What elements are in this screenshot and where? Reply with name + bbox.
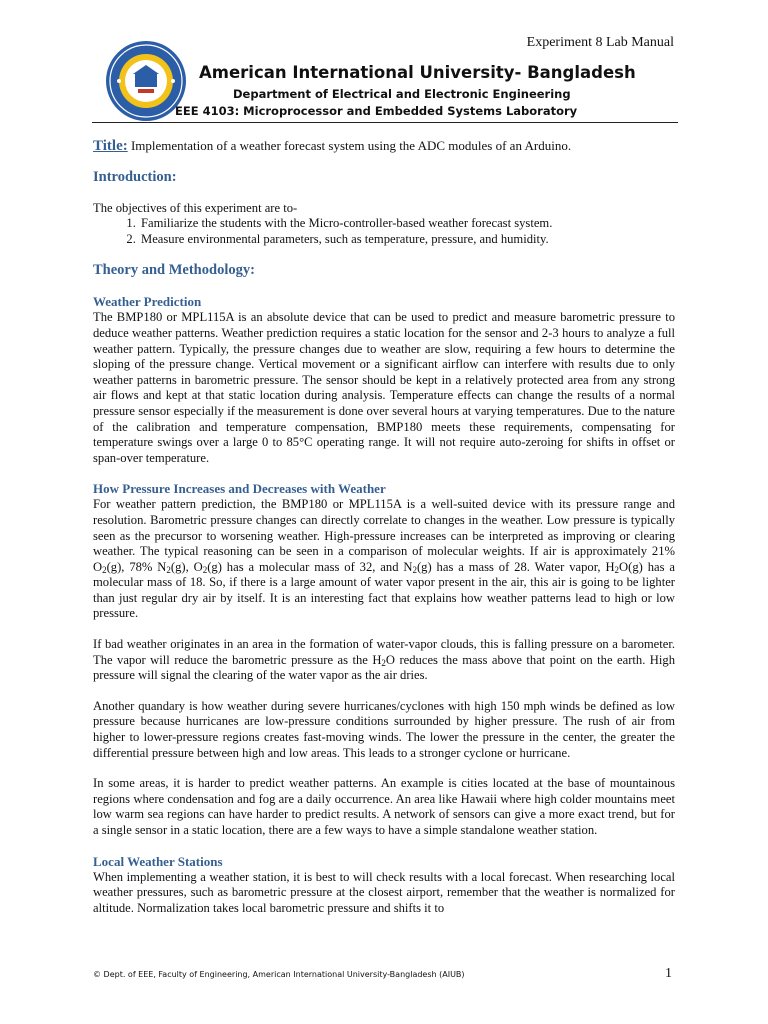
pressure-paragraph-3: Another quandary is how weather during severe hurricanes/cyclones with high 150 mph winds be defined as low pressure because hurricanes are low-pressure conditions surrounded by higher pressure. The rush of air from higher to lower-pressure regions creates fast-moving winds. The lower the pressure in the center, the greater the differential pressure between high and low areas. This leads to a stronger cyclone or hurricane. (93, 698, 675, 760)
subscript: 2 (412, 564, 417, 575)
university-name: American International University- Bangladesh (199, 63, 636, 82)
weather-prediction-paragraph: The BMP180 or MPL115A is an absolute device that can be used to predict and measure barometric pressure to deduce weather patterns. Weather prediction requires a static location for the sensor and 2-3 hours to analyze a full weather pattern. Typically, the pressure changes due to weather are slow, requiring a few hours to determine the sloping of the pressure change. Vertical movement or a significant airflow can interfere with results due to only weather patterns in barometric pressure. The sensor should be kept in a relatively protected area from any strong air flows and kept at that static location during analysis. Temperature effects can change the results of a normal pressure sensor especially if the measurement is done over several hours at varying temperatures. Due to the nature of the calibration and temperature compensation, BMP180 meets these requirements, compensating for temperature swings over a large 0 to 85°C operating range. It will not require auto-zeroing for shifts in offset or span-over temperature. (93, 310, 675, 465)
department-name: Department of Electrical and Electronic Engineering (233, 87, 571, 101)
title-text: Implementation of a weather forecast system using the ADC modules of an Arduino. (127, 138, 572, 153)
text-run: (g) has a mass of 28. Water vapor, H (416, 559, 615, 574)
title-label: Title: (93, 138, 128, 154)
footer-copyright: © Dept. of EEE, Faculty of Engineering, American International University-Bangladesh (AIUB) (93, 970, 465, 979)
introduction-heading: Introduction: (93, 168, 177, 185)
subscript: 2 (166, 564, 171, 575)
pressure-paragraph-2 (93, 637, 675, 684)
theory-heading: Theory and Methodology: (93, 262, 255, 279)
objectives-lead: The objectives of this experiment are to- (93, 200, 298, 215)
pressure-weather-heading: How Pressure Increases and Decreases with Weather (93, 481, 386, 497)
subscript: 2 (102, 564, 107, 575)
weather-prediction-heading: Weather Prediction (93, 294, 202, 310)
local-stations-heading: Local Weather Stations (93, 853, 223, 869)
text-run: O(g) has a molecular mass of 18. So, if there is a large amount of water vapor present in the air, this air is going to be lighter than just regular dry air by itself. It is an interesting fact that explains how weather patterns lead to high or low pressure. (93, 559, 675, 621)
text-run: (g) has a molecular mass of 32, and N (207, 559, 413, 574)
page-number: 1 (665, 966, 672, 981)
text-run: O reduces the mass above that point on the earth. High pressure will signal the clearing of the water vapor as the air dries. (93, 652, 675, 683)
objective-item: 2. Measure environmental parameters, such as temperature, pressure, and humidity. (139, 232, 675, 248)
objective-item: 1. Familiarize the students with the Micro-controller-based weather forecast system. (139, 216, 675, 232)
text-run: If bad weather originates in an area in the formation of water-vapor clouds, this is falling pressure on a barometer. The vapor will reduce the barometric pressure as the H (93, 637, 675, 667)
objectives-list (93, 216, 675, 247)
header-divider (92, 122, 678, 123)
course-title: EEE 4103: Microprocessor and Embedded Systems Laboratory (175, 104, 578, 118)
pressure-paragraph-4: In some areas, it is harder to predict weather patterns. An example is cities located at the base of mountainous regions where condensation and fog are a daily occurrence. An area like Hawaii where high colder mountains meet low warm sea regions can have harder to predict results. A network of sensors can give a more exact trend, but for a single sensor in a static location, there are a few ways to have a simple standalone weather station. (93, 776, 675, 837)
text-run: For weather pattern prediction, the BMP180 or MPL115A is a well-suited device with its pressure range and resolution. Barometric pressure changes can directly correlate to changes in the weather. Low pressure is typically seen as the precursor to worsening weather. High-pressure increases can be interpreted as improving or clearing weather. The typical reasoning can be seen in a comparison of molecular weights. If air is approximately 21% O (93, 497, 675, 574)
subscript: 2 (202, 564, 208, 575)
text-run: (g), O (170, 559, 203, 574)
manual-label: Experiment 8 Lab Manual (526, 35, 674, 50)
experiment-title (93, 138, 675, 155)
subscript: 2 (614, 564, 620, 575)
pressure-paragraph-1 (93, 497, 675, 622)
document-body (93, 138, 675, 916)
text-run: (g), 78% N (106, 559, 167, 574)
subscript: 2 (381, 657, 386, 668)
local-stations-paragraph: When implementing a weather station, it is best to will check results with a local forecast. When researching local weather pressures, such as barometric pressure at the closest airport, remember that the weather is normalized for altitude. Normalization takes local barometric pressure and shifts it to (93, 869, 675, 915)
